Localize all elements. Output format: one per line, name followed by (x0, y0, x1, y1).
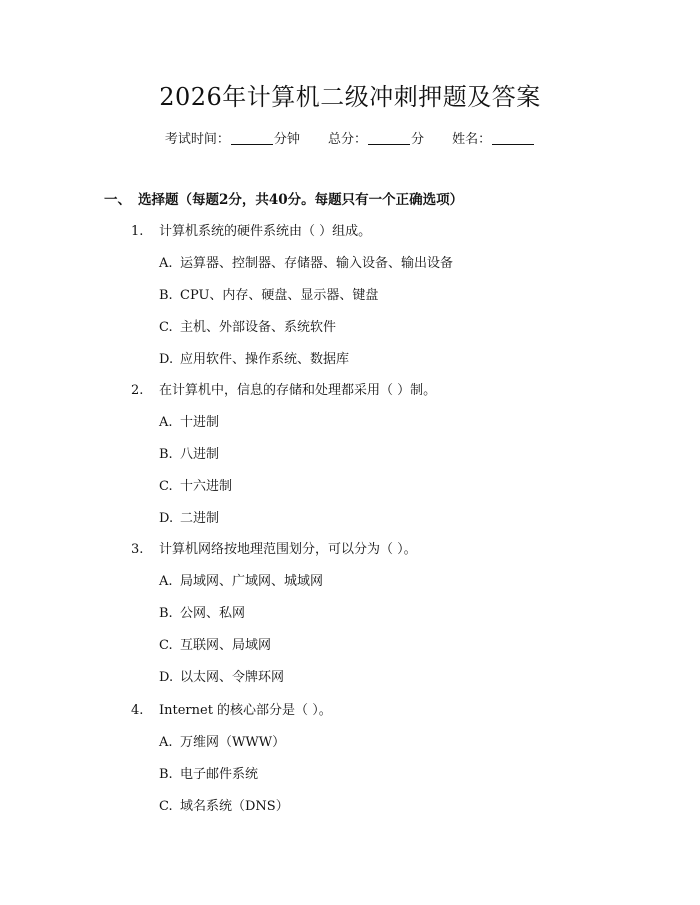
option-text: 以太网、令牌环网 (180, 670, 285, 685)
option-2b (159, 445, 219, 465)
option-text: CPU、内存、硬盘、显示器、键盘 (180, 288, 379, 303)
section-heading (104, 190, 463, 210)
option-2a (159, 413, 219, 433)
option-text: 十进制 (180, 415, 220, 430)
option-text: 主机、外部设备、系统软件 (180, 320, 337, 335)
option-1c (159, 318, 336, 338)
option-text: 互联网、局域网 (180, 638, 272, 653)
option-text: 运算器、控制器、存储器、输入设备、输出设备 (180, 256, 454, 271)
option-1b (159, 286, 378, 306)
question-number: 1. (131, 224, 144, 239)
question-1 (131, 222, 371, 242)
option-4b (159, 765, 258, 785)
option-letter: A. (159, 735, 173, 750)
question-4 (131, 701, 332, 721)
option-text: 八进制 (180, 447, 220, 462)
option-letter: B. (159, 447, 173, 462)
option-2d (159, 509, 219, 529)
option-letter: C. (159, 638, 173, 653)
option-3c (159, 636, 271, 656)
question-text: 计算机系统的硬件系统由（ ）组成。 (159, 224, 372, 239)
exam-time-blank (231, 130, 273, 145)
exam-time (165, 130, 300, 150)
question-number: 2. (131, 383, 144, 398)
option-letter: C. (159, 320, 173, 335)
total-score (328, 130, 424, 150)
option-text: 电子邮件系统 (180, 767, 259, 782)
student-name-blank (492, 130, 534, 145)
option-letter: D. (159, 670, 174, 685)
option-3a (159, 572, 323, 592)
exam-meta (0, 130, 700, 150)
question-number: 3. (131, 542, 144, 557)
total-score-blank (368, 130, 410, 145)
student-name (452, 130, 535, 150)
question-number: 4. (131, 703, 144, 718)
option-text: 公网、私网 (180, 606, 246, 621)
exam-time-unit: 分钟 (273, 132, 300, 147)
exam-time-label: 考试时间： (164, 132, 230, 147)
option-letter: A. (159, 574, 173, 589)
question-3 (131, 540, 417, 560)
page-title: 2026年计算机二级冲刺押题及答案 (159, 83, 541, 111)
option-letter: A. (159, 256, 173, 271)
option-letter: B. (159, 767, 173, 782)
total-score-label: 总分： (327, 132, 367, 147)
option-text: 局域网、广域网、城域网 (180, 574, 324, 589)
option-text: 万维网（WWW） (180, 735, 286, 750)
question-text: Internet 的核心部分是（ ）。 (159, 703, 332, 718)
question-2 (131, 381, 436, 401)
option-3d (159, 668, 284, 688)
option-1d (159, 350, 349, 370)
option-letter: C. (159, 799, 173, 814)
option-4c (159, 797, 289, 817)
option-letter: D. (159, 352, 174, 367)
option-text: 二进制 (180, 511, 220, 526)
option-4a (159, 733, 285, 753)
option-letter: C. (159, 479, 173, 494)
option-text: 十六进制 (180, 479, 233, 494)
option-letter: B. (159, 288, 173, 303)
option-2c (159, 477, 232, 497)
option-3b (159, 604, 245, 624)
option-letter: A. (159, 415, 173, 430)
option-1a (159, 254, 453, 274)
section-number: 一、 (104, 192, 131, 208)
section-title: 选择题（每题2分，共40分。每题只有一个正确选项） (138, 192, 464, 208)
option-letter: D. (159, 511, 174, 526)
question-text: 在计算机中，信息的存储和处理都采用（ ）制。 (159, 383, 437, 398)
student-name-label: 姓名： (452, 132, 492, 147)
option-letter: B. (159, 606, 173, 621)
option-text: 应用软件、操作系统、数据库 (180, 352, 350, 367)
total-score-unit: 分 (411, 132, 425, 147)
option-text: 域名系统（DNS） (180, 799, 289, 814)
question-text: 计算机网络按地理范围划分，可以分为（ ）。 (159, 542, 417, 557)
